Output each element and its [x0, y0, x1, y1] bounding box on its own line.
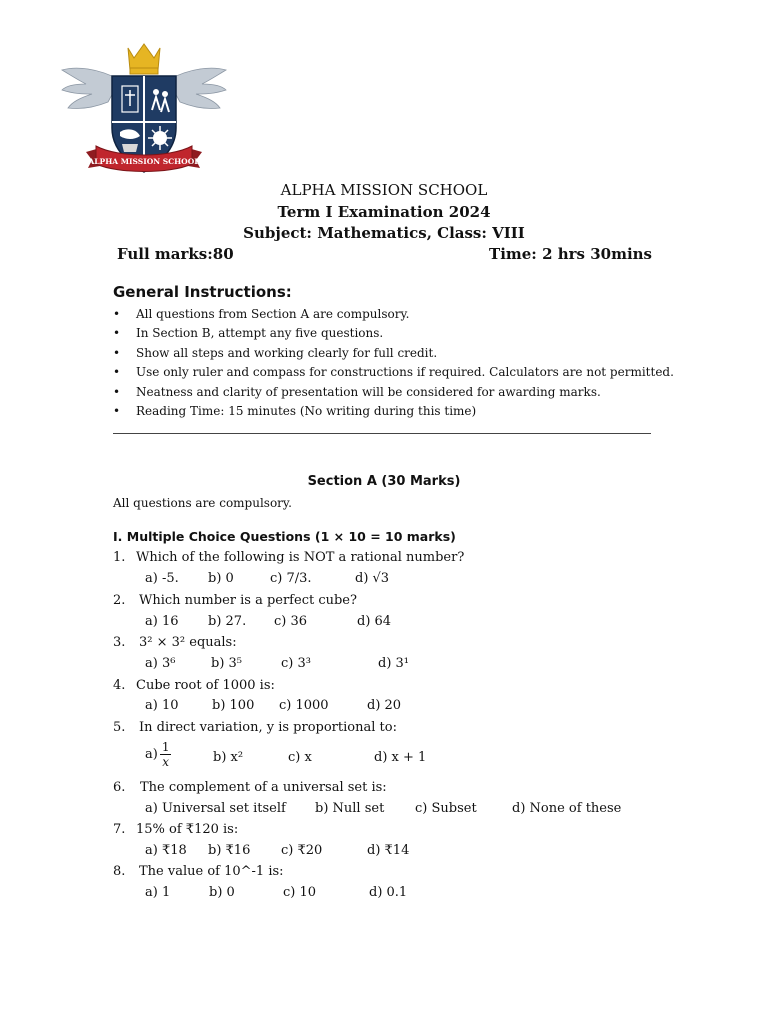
option-d: d) 3¹	[378, 656, 410, 671]
option-c: c) 10	[283, 885, 317, 900]
option-a: a) Universal set itself	[145, 801, 286, 816]
option-b: b) 27.	[208, 614, 247, 629]
option-d: d) x + 1	[374, 750, 427, 765]
option-d: d) None of these	[512, 801, 622, 816]
bullet-icon: •	[113, 365, 121, 380]
question-8: 8. The value of 10^-1 is:	[113, 864, 284, 879]
school-crest-logo	[58, 40, 230, 180]
option-c: c) x	[288, 750, 312, 765]
divider-line	[113, 433, 651, 434]
question-2: 2. Which number is a perfect cube?	[113, 593, 357, 608]
instructions-list	[113, 305, 674, 421]
instructions-heading: General Instructions:	[113, 283, 292, 301]
exam-time: Time: 2 hrs 30mins	[489, 245, 652, 263]
subject-line: Subject: Mathematics, Class: VIII	[243, 224, 525, 242]
option-c: c) 3³	[281, 656, 311, 671]
option-a: a) ₹18	[145, 843, 187, 858]
instruction-item: • Show all steps and working clearly for full credit.	[113, 344, 674, 363]
instruction-item: • Neatness and clarity of presentation will be considered for awarding marks.	[113, 383, 674, 402]
option-a: a) -5.	[145, 571, 179, 586]
section-a-note: All questions are compulsory.	[113, 496, 292, 510]
option-d: d) 0.1	[369, 885, 408, 900]
mcq-heading: I. Multiple Choice Questions (1 × 10 = 10 marks)	[113, 529, 456, 544]
bullet-icon: •	[113, 403, 121, 418]
option-d: d) 64	[357, 614, 392, 629]
option-c: c) ₹20	[281, 843, 323, 858]
option-a: a) $\frac{1}{x}$	[145, 740, 170, 769]
question-6: 6. The complement of a universal set is:	[113, 780, 387, 795]
instruction-item: • All questions from Section A are compulsory.	[113, 305, 674, 324]
question-4: 4. Cube root of 1000 is:	[113, 678, 275, 693]
option-b: b) ₹16	[208, 843, 251, 858]
school-name: ALPHA MISSION SCHOOL	[280, 181, 488, 199]
bullet-icon: •	[113, 345, 121, 360]
question-7: 7. 15% of ₹120 is:	[113, 822, 239, 837]
section-a-heading: Section A (30 Marks)	[307, 474, 461, 489]
option-b: b) 0	[209, 885, 235, 900]
instruction-item: • Use only ruler and compass for constructions if required. Calculators are not permitted.	[113, 363, 674, 382]
exam-title: Term I Examination 2024	[277, 203, 491, 221]
bullet-icon: •	[113, 384, 121, 399]
option-a: a) 16	[145, 614, 179, 629]
instruction-item: • In Section B, attempt any five questions.	[113, 324, 674, 343]
question-5: 5. In direct variation, y is proportional to:	[113, 720, 397, 735]
marks-time-row	[117, 245, 652, 263]
option-b: b) x²	[213, 750, 244, 765]
option-b: b) 0	[208, 571, 234, 586]
option-d: d) 20	[367, 698, 402, 713]
instruction-item: • Reading Time: 15 minutes (No writing during this time)	[113, 402, 674, 421]
option-a: a) 1	[145, 885, 171, 900]
option-a: a) 3⁶	[145, 656, 176, 671]
logo-banner-text: ALPHA MISSION SCHOOL	[88, 157, 200, 166]
question-3: 3. 3² × 3² equals:	[113, 635, 237, 650]
option-d: d) √3	[355, 571, 390, 586]
option-b: b) 3⁵	[211, 656, 243, 671]
option-c: c) Subset	[415, 801, 477, 816]
option-b: b) 100	[212, 698, 255, 713]
option-a: a) 10	[145, 698, 179, 713]
option-c: c) 36	[274, 614, 308, 629]
bullet-icon: •	[113, 307, 121, 321]
fraction-one-over-x: $\frac{1}{x}$	[161, 740, 170, 769]
question-1: 1. Which of the following is NOT a rational number?	[113, 550, 465, 565]
option-c: c) 1000	[279, 698, 329, 713]
option-b: b) Null set	[315, 801, 385, 816]
full-marks: Full marks:80	[117, 245, 234, 263]
option-d: d) ₹14	[367, 843, 410, 858]
option-c: c) 7/3.	[270, 571, 312, 586]
bullet-icon: •	[113, 326, 121, 341]
